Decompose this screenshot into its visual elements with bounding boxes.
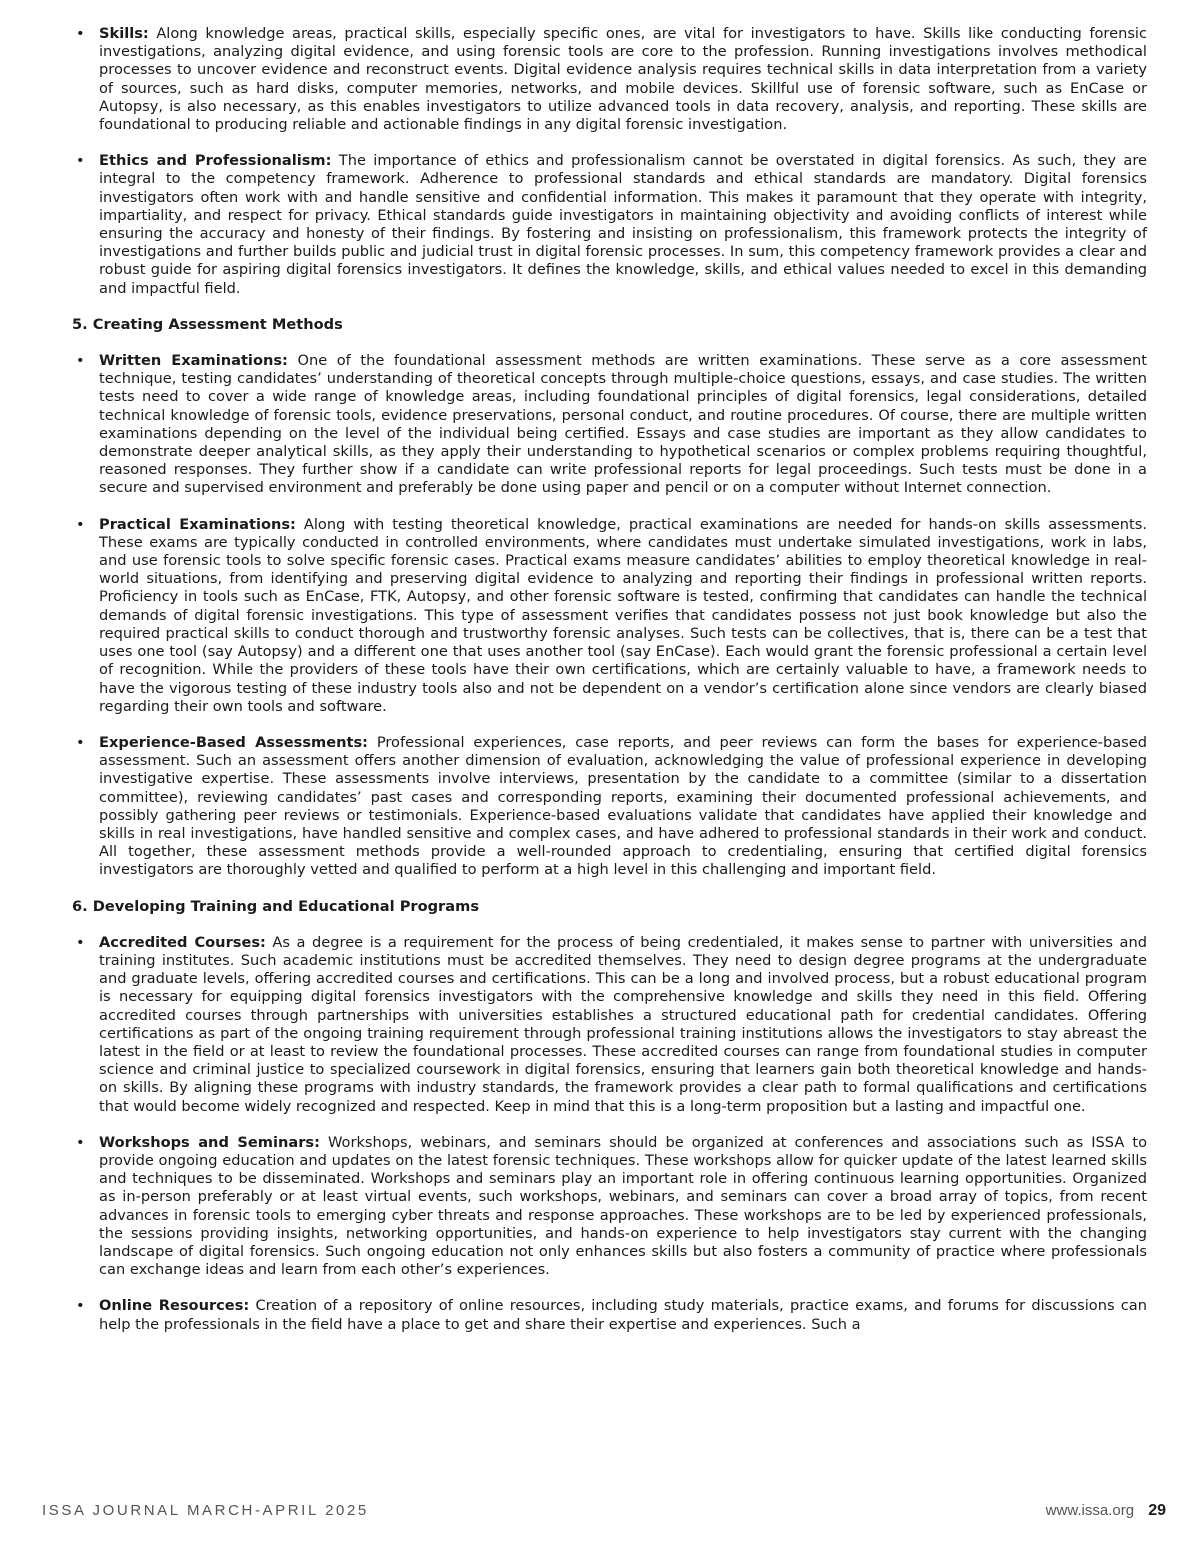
list-item xyxy=(72,352,1147,498)
list-item xyxy=(72,25,1147,134)
intro-bullet-list xyxy=(72,25,1147,298)
list-item xyxy=(72,734,1147,880)
list-item-text: Along with testing theoretical knowledge, practical examinations are needed for hands-on skills assessments. These exams are typically conducted in controlled environments, where candidates must undertake simulated investigations, work in labs, and use forensic tools to solve specific forensic cases. Practical exams measure candidates’ abilities to employ theoretical knowledge in real-world situations, from identifying and preserving digital evidence to analyzing and reporting their findings in professional written reports. Proficiency in tools such as EnCase, FTK, Autopsy, and other forensic software is tested, confirming that candidates can handle the technical demands of digital forensic investigations. This type of assessment verifies that candidates possess not just book knowledge but also the required practical skills to conduct thorough and trustworthy forensic analyses. Such tests can be collectives, that is, there can be a test that uses one tool (say Autopsy) and a different one that uses another tool (say EnCase). Each would grant the forensic professional a certain level of recognition. While the providers of these tools have their own certifications, which are certainly valuable to have, a framework needs to have the vigorous testing of these industry tools also and not be dependent on a vendor’s certification alone since vendors are clearly biased regarding their own tools and software. xyxy=(99,515,1148,715)
bullet-icon: • xyxy=(76,352,85,370)
article-body xyxy=(72,25,1147,1352)
assessment-bullet-list xyxy=(72,352,1147,879)
list-item-term: Written Examinations: xyxy=(99,352,288,370)
list-item-term: Online Resources: xyxy=(99,1297,250,1315)
page-number: 29 xyxy=(1148,1502,1166,1519)
list-item xyxy=(72,152,1147,298)
bullet-icon: • xyxy=(76,1133,85,1151)
bullet-icon: • xyxy=(76,152,85,170)
journal-issue-label: ISSA JOURNAL MARCH-APRIL 2025 xyxy=(42,1502,369,1519)
list-item-term: Practical Examinations: xyxy=(99,515,296,533)
list-item-text: As a degree is a requirement for the process of being credentialed, it makes sense to partner with universities and training institutes. Such academic institutions must be accredited themselves. They need to design degree programs at the undergraduate and graduate levels, offering accredited courses and certifications. This can be a long and involved process, but a robust educational program is necessary for equipping digital forensics investigators with the comprehensive knowledge and skills they need in this field. Offering accredited courses through partnerships with universities establishes a structured educational path for credential candidates. Offering certifications as part of the ongoing training requirement through professional training institutions allows the investigators to stay abreast the latest in the field or at least to review the foundational processes. These accredited courses can range from foundational studies in computer science and criminal justice to specialized coursework in digital forensics, ensuring that learners gain both theoretical knowledge and hands-on skills. By aligning these programs with industry standards, the framework provides a clear path to formal qualifications and certifications that would become widely recognized and respected. Keep in mind that this is a long-term proposition but a lasting and impactful one. xyxy=(99,933,1147,1115)
list-item-term: Accredited Courses: xyxy=(99,933,266,951)
page-footer xyxy=(0,1502,1200,1522)
list-item-text: The importance of ethics and professionalism cannot be overstated in digital forensics. As such, they are integral to the competency framework. Adherence to professional standards and ethical standards are mandatory. Digital forensics investigators often work with and handle sensitive and confidential information. This makes it paramount that they operate with integrity, impartiality, and respect for privacy. Ethical standards guide investigators in maintaining objectivity and avoiding conflicts of interest while ensuring the accuracy and honesty of their findings. By fostering and insisting on professionalism, this framework protects the integrity of investigations and further builds public and judicial trust in digital forensic processes. In sum, this competency framework provides a clear and robust guide for aspiring digital forensics investigators. It defines the knowledge, skills, and ethical values needed to excel in this demanding and impactful field. xyxy=(99,152,1148,297)
bullet-icon: • xyxy=(76,733,85,751)
section-heading-training-programs: 6. Developing Training and Educational Programs xyxy=(72,897,479,915)
list-item-term: Workshops and Seminars: xyxy=(99,1133,320,1151)
bullet-icon: • xyxy=(76,1297,85,1315)
footer-right xyxy=(1046,1502,1166,1520)
list-item-term: Skills: xyxy=(99,25,149,42)
list-item xyxy=(72,1134,1147,1280)
list-item-text: Workshops, webinars, and seminars should be organized at conferences and associations such as ISSA to provide ongoing education and updates on the latest forensic techniques. These workshops allow for quicker update of the latest learned skills and techniques to be disseminated. Workshops and seminars play an important role in offering continuous learning opportunities. Organized as in-person preferably or at least virtual events, such workshops, webinars, and seminars can cover a broad array of topics, from recent advances in forensic tools to emerging cyber threats and response approaches. These workshops are to be led by experienced professionals, the sessions providing insights, networking opportunities, and hands-on experience to help investigators stay current with the changing landscape of digital forensics. Such ongoing education not only enhances skills but also fosters a community of practice where professionals can exchange ideas and learn from each other’s experiences. xyxy=(99,1133,1147,1279)
list-item-text: One of the foundational assessment methods are written examinations. These serve as a core assessment technique, testing candidates’ understanding of theoretical concepts through multiple-choice questions, essays, and case studies. The written tests need to cover a wide range of knowledge areas, including foundational principles of digital forensics, legal considerations, detailed technical knowledge of forensic tools, evidence preservations, personal conduct, and routine procedures. Of course, there are multiple written examinations depending on the level of the individual being certified. Essays and case studies are important as they allow candidates to demonstrate deeper analytical skills, as they apply their understanding to hypothetical scenarios or complex problems requiring thoughtful, reasoned responses. They further show if a candidate can write professional reports for legal proceedings. Such tests must be done in a secure and supervised environment and preferably be done using paper and pencil or on a computer without Internet connection. xyxy=(99,352,1148,497)
list-item xyxy=(72,934,1147,1116)
list-item xyxy=(72,516,1147,716)
list-item-text: Creation of a repository of online resources, including study materials, practice exams, and forums for discussions can help the professionals in the field have a place to get and share their expertise and experiences. Such a xyxy=(99,1297,1147,1333)
bullet-icon: • xyxy=(76,515,85,533)
list-item-term: Ethics and Professionalism: xyxy=(99,152,332,170)
bullet-icon: • xyxy=(76,933,85,951)
training-bullet-list xyxy=(72,934,1147,1334)
list-item xyxy=(72,1297,1147,1333)
bullet-icon: • xyxy=(76,25,85,42)
list-item-text: Professional experiences, case reports, and peer reviews can form the bases for experience-based assessment. Such an assessment offers another dimension of evaluation, acknowledging the value of professional experience in developing investigative expertise. These assessments involve interviews, presentation by the candidate to a committee (similar to a dissertation committee), reviewing candidates’ past cases and corresponding reports, examining their documented professional achievements, and possibly gathering peer reviews or testimonials. Experience-based evaluations validate that candidates have applied their knowledge and skills in real investigations, have handled sensitive and complex cases, and have adhered to professional standards in their work and conduct. All together, these assessment methods provide a well-rounded approach to credentialing, ensuring that certified digital forensics investigators are thoroughly vetted and qualified to perform at a high level in this challenging and important field. xyxy=(99,733,1148,879)
website-link[interactable]: www.issa.org xyxy=(1045,1502,1135,1519)
list-item-text: Along knowledge areas, practical skills, especially specific ones, are vital for investigators to have. Skills like conducting forensic investigations, analyzing digital evidence, and using forensic tools are core to the profession. Running investigations involves methodical processes to uncover evidence and reconstruct events. Digital evidence analysis requires technical skills in data interpretation from a variety of sources, such as hard disks, computer memories, networks, and mobile devices. Skillful use of forensic software, such as EnCase or Autopsy, is also necessary, as this enables investigators to utilize advanced tools in data recovery, analysis, and reporting. These skills are foundational to producing reliable and actionable findings in any digital forensic investigation. xyxy=(99,25,1148,134)
section-heading-assessment-methods: 5. Creating Assessment Methods xyxy=(72,315,343,333)
list-item-term: Experience-Based Assessments: xyxy=(99,733,368,751)
